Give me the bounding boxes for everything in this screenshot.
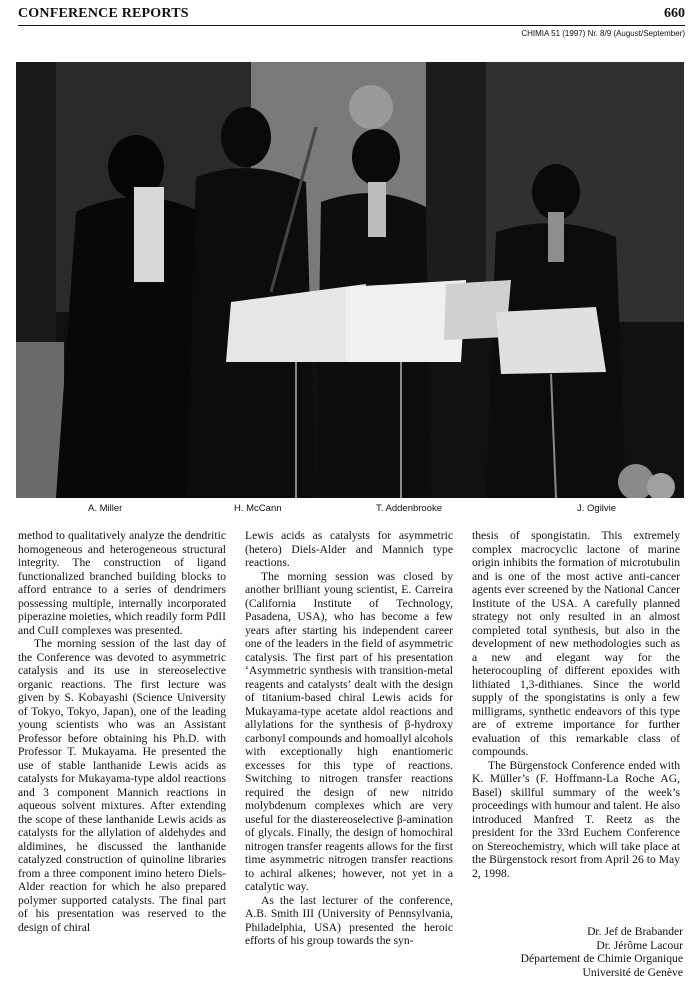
photo-captions — [16, 503, 684, 517]
caption-addenbrooke: T. Addenbrooke — [376, 503, 443, 514]
paragraph: The morning session of the last day of the Conference was devoted to asymmetric catalysis and its use in stereoselective organic reactions. The first lecture was given by S. Kobayashi (Science University of Tokyo, Tokyo, Japan), one of the leading young scientists who was an Assistant Professor before obtaining his Ph.D. with Professor T. Mukayama. He presented the use of stable lanthanide Lewis acids as catalysts for Mukayama-type aldol reactions and 3 component Mannich reactions in aqueous solvent mixtures. After extending the scope of these lanthanide Lewis acids as catalysts for the allylation of aldehydes and aldimines, he discussed the lanthanide catalyzed construction of quinoline libraries from a three component imino hetero Diels-Alder reaction for which he also prepared polymer supported catalysts. The final part of his presentation was reserved to the design of chiral — [18, 637, 226, 934]
paragraph: As the last lecturer of the conference, A.B. Smith III (University of Pennsylvania, Philadelphia, USA) presented the heroic efforts of his group towards the syn- — [245, 893, 453, 947]
text-column-3 — [472, 529, 680, 880]
author-1: Dr. Jef de Brabander — [587, 925, 683, 938]
journal-reference: CHIMIA 51 (1997) Nr. 8/9 (August/September) — [521, 29, 685, 38]
paragraph: The Bürgenstock Conference ended with K. Müller’s (F. Hoffmann-La Roche AG, Basel) skillful summary of the week’s proceedings with humour and talent. He also introduced Manfred T. Reetz as the president for the 33rd Euchem Conference on Stereochemistry, which will take place at the Bürgenstock resort from April 26 to May 2, 1998. — [472, 758, 680, 880]
paragraph: thesis of spongistatin. This extremely complex macrocyclic lactone of marine origin inhibits the formation of microtubulin and is one of the most active anti-cancer agents ever screened by the National Cancer Institute of the USA. A carefully planned strategy not only resulted in an almost completed total synthesis, but also in the development of new methodologies such as a new and elegant way for the heterocoupling of different epoxides with lithiated 1,3-dithianes. Since the world supply of the spongistatins is only a few milligrams, synthetic endeavors of this type are of extreme importance for further evaluation of this remarkable class of compounds. — [472, 529, 680, 758]
author-2: Dr. Jérôme Lacour — [596, 938, 683, 952]
conference-photo — [16, 62, 684, 498]
text-column-1 — [18, 529, 226, 934]
caption-mccann: H. McCann — [234, 503, 282, 514]
caption-ogilvie: J. Ogilvie — [577, 503, 617, 514]
department: Département de Chimie Organique — [520, 952, 683, 965]
header-rule — [18, 25, 685, 26]
paragraph: Lewis acids as catalysts for asymmetric (hetero) Diels-Alder and Mannich type reactions. — [245, 529, 453, 569]
signature-block — [521, 925, 683, 979]
university: Université de Genève — [582, 965, 683, 979]
paragraph: The morning session was closed by another brilliant young scientist, E. Carreira (California Institute of Technology, Pasadena, USA), who has become a few years after starting his independent career one of the leaders in the field of asymmetric catalysis. The first part of his presentation ‘Asymmetric synthesis with transition-metal reagents and catalysts’ dealt with the design of titanium-based chiral Lewis acids for Mukayama-type acetate aldol reactions and allylations for the synthesis of β-hydroxy carbonyl compounds and homoallyl alcohols with exceptionally high enantiomeric excesses for this type of reactions. Switching to nitrogen transfer reactions required the design of new nitrido molybdenum complexes which are very useful for the diastereoselective β-amination of glycals. Finally, the design of homochiral nitrogen transfer reagents allows for the first time asymmetric nitrogen transfer reactions to achiral alkenes; however, not yet in a catalytic way. — [245, 569, 454, 893]
caption-miller: A. Miller — [88, 503, 123, 514]
page-number: 660 — [664, 6, 685, 21]
text-column-2 — [245, 529, 453, 948]
paragraph: method to qualitatively analyze the dendritic homogeneous and heterogeneous structural integrity. The construction of ligand functionalized branched building blocks to afford entrance to a series of dendrimers possessing multiple, internally incorporated piperazine moieties, which readily form PdII and CuII complexes was presented. — [18, 529, 226, 637]
section-title: CONFERENCE REPORTS — [18, 6, 189, 21]
